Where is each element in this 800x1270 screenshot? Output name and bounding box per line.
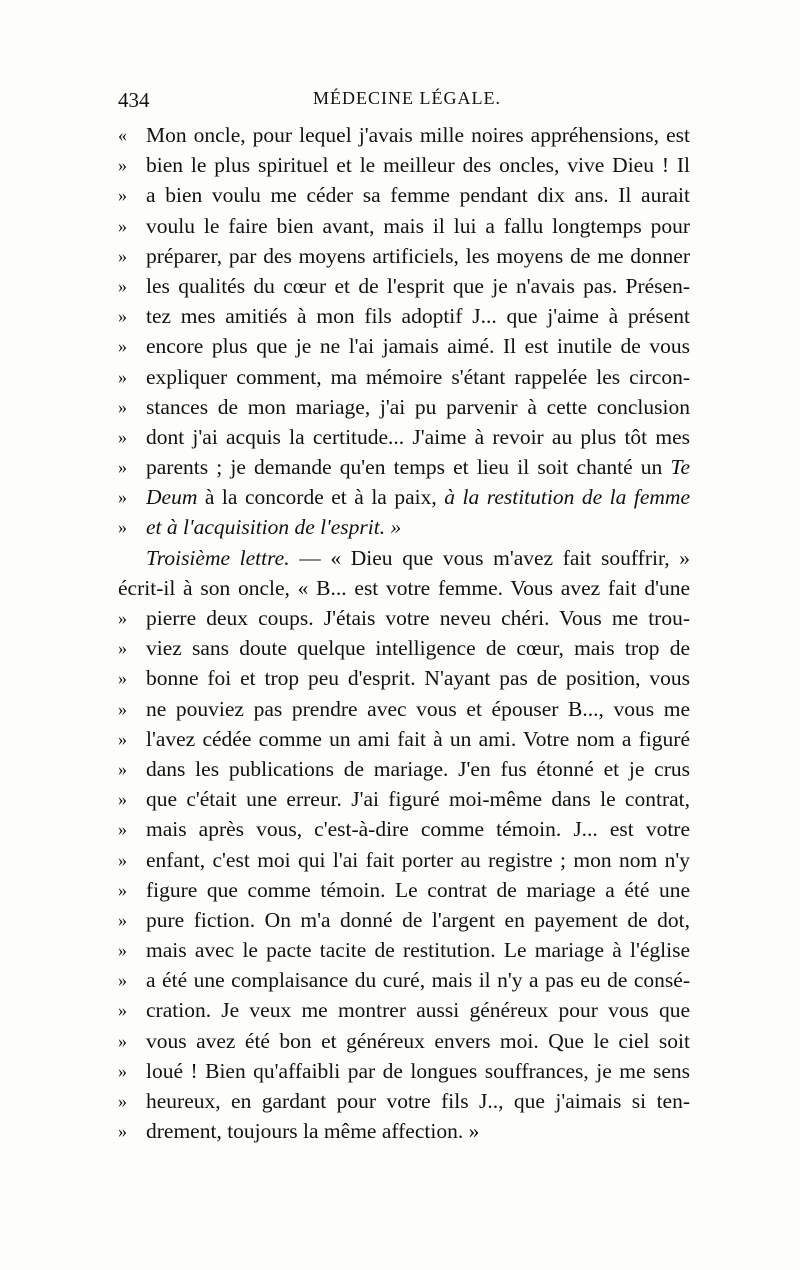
line-text: encore plus que je ne l'ai jamais aimé. Il est inutile de vous (146, 334, 690, 359)
quote-mark: » (118, 789, 127, 810)
text-line (118, 150, 690, 180)
quote-mark: » (118, 366, 127, 387)
text-line (118, 271, 690, 301)
quote-mark: » (118, 608, 127, 628)
line-text: écrit-il à son oncle, « B... est votre femme. Vous avez fait d'une (118, 575, 690, 600)
text-line (118, 905, 690, 935)
page-header (118, 88, 688, 118)
line-text: bien le plus spirituel et le meilleur des oncles, vive Dieu ! Il (146, 153, 690, 178)
line-text (146, 512, 690, 542)
quote-mark: » (118, 185, 127, 206)
quote-mark: » (118, 336, 127, 357)
line-text: a été une complaisance du curé, mais il n'y a pas eu de consé- (146, 968, 690, 993)
italic-acquisition: et à l'acquisition de l'esprit. » (146, 515, 402, 540)
line-text: a bien voulu me céder sa femme pendant dix ans. Il aurait (146, 183, 690, 208)
quote-mark: » (118, 909, 127, 930)
line-text: cration. Je veux me montrer aussi généreux pour vous que (146, 998, 690, 1023)
line-text: enfant, c'est moi qui l'ai fait porter au registre ; mon nom n'y (146, 847, 690, 872)
text-line (118, 331, 690, 361)
line-text: heureux, en gardant pour votre fils J.., que j'aimais si ten- (146, 1089, 690, 1113)
line-text: bonne foi et trop peu d'esprit. N'ayant pas de position, vous (146, 666, 690, 691)
italic-restitution: à la restitution de la femme (444, 485, 691, 510)
text-line (118, 362, 690, 392)
quote-mark: » (118, 728, 127, 749)
quote-mark: » (118, 879, 127, 900)
line-text: l'avez cédée comme un ami fait à un ami. Votre nom a figuré (146, 726, 690, 751)
quote-mark: » (118, 426, 127, 447)
quote-mark: » (118, 457, 127, 478)
text-line (118, 845, 690, 875)
quote-mark: » (118, 668, 127, 689)
quote-mark: » (118, 819, 127, 840)
quote-mark: » (118, 487, 127, 508)
quote-mark: » (118, 306, 127, 327)
line-text-roman: à la concorde et à la paix, (204, 485, 437, 510)
text-line (118, 875, 690, 905)
line-text: figure que comme témoin. Le contrat de mariage a été une (146, 877, 690, 902)
line-text: ne pouviez pas prendre avec vous et épouser B..., vous me (146, 696, 690, 721)
text-line (118, 120, 690, 150)
text-line (118, 995, 690, 1025)
line-text (146, 543, 690, 573)
line-text: dans les publications de mariage. J'en fus étonné et je crus (146, 756, 690, 781)
text-line (118, 754, 690, 784)
text-line (118, 724, 690, 754)
text-line (118, 603, 690, 633)
text-line (118, 814, 690, 844)
text-line (118, 422, 690, 452)
text-line (118, 241, 690, 271)
quote-mark: » (118, 970, 127, 991)
line-text: que c'était une erreur. J'ai figuré moi-même dans le contrat, (146, 787, 690, 812)
line-text: drement, toujours la même affection. » (146, 1119, 480, 1144)
line-text (146, 482, 690, 512)
line-text: pure fiction. On m'a donné de l'argent en payement de dot, (146, 907, 690, 932)
line-text: tez mes amitiés à mon fils adoptif J... que j'aime à présent (146, 304, 690, 329)
text-line (118, 452, 690, 482)
text-line (118, 1116, 690, 1146)
text-line (118, 935, 690, 965)
text-line (118, 180, 690, 210)
quote-mark: » (118, 215, 127, 236)
line-text: pierre deux coups. J'étais votre neveu chéri. Vous me trou- (146, 606, 690, 630)
italic-te: Te (670, 455, 691, 480)
body-text (118, 120, 690, 1146)
quote-mark: » (118, 940, 127, 961)
text-line (118, 211, 690, 241)
text-line (118, 694, 690, 724)
text-line (118, 633, 690, 663)
quote-mark: » (118, 1060, 127, 1081)
running-head: MÉDECINE LÉGALE. (313, 88, 501, 108)
text-line (118, 301, 690, 331)
quote-mark: » (118, 758, 127, 779)
quote-mark: » (118, 517, 127, 538)
quote-mark: » (118, 849, 127, 870)
line-text: préparer, par des moyens artificiels, les moyens de me donner (146, 243, 690, 268)
quote-mark: » (118, 155, 127, 176)
text-line (118, 543, 690, 573)
line-text: expliquer comment, ma mémoire s'étant rappelée les circon- (146, 364, 690, 389)
text-line (118, 663, 690, 693)
text-line (118, 512, 690, 542)
line-text: viez sans doute quelque intelligence de cœur, mais trop de (146, 636, 690, 661)
line-text: les qualités du cœur et de l'esprit que je n'avais pas. Présen- (146, 273, 690, 298)
line-text-roman: parents ; je demande qu'en temps et lieu il soit chanté un (146, 455, 663, 480)
italic-troisieme-lettre: Troisième lettre. (146, 545, 290, 570)
text-line (118, 573, 690, 603)
text-line (118, 784, 690, 814)
line-text-roman: — « Dieu que vous m'avez fait souffrir, » (299, 545, 691, 570)
quote-mark: » (118, 698, 127, 719)
quote-mark: » (118, 275, 127, 296)
quote-mark: » (118, 245, 127, 266)
line-text: loué ! Bien qu'affaibli par de longues souffrances, je me sens (146, 1058, 690, 1083)
quote-mark: » (118, 1030, 127, 1051)
quote-mark: » (118, 1121, 127, 1142)
quote-mark: » (118, 638, 127, 659)
line-text: Mon oncle, pour lequel j'avais mille noires appréhensions, est (146, 123, 690, 147)
text-line (118, 1056, 690, 1086)
line-text: mais avec le pacte tacite de restitution. Le mariage à l'église (146, 938, 690, 963)
line-text: dont j'ai acquis la certitude... J'aime à revoir au plus tôt mes (146, 424, 690, 449)
quote-mark: » (118, 1091, 127, 1111)
text-line (118, 392, 690, 422)
quote-mark: » (118, 1000, 127, 1021)
quote-mark: » (118, 396, 127, 417)
italic-deum: Deum (146, 485, 198, 510)
text-line (118, 482, 690, 512)
quote-mark: « (118, 125, 127, 145)
text-line (118, 965, 690, 995)
line-text: mais après vous, c'est-à-dire comme témoin. J... est votre (146, 817, 690, 842)
line-text (146, 452, 690, 482)
page-number: 434 (118, 88, 150, 112)
line-text: vous avez été bon et généreux envers moi. Que le ciel soit (146, 1028, 690, 1053)
line-text: voulu le faire bien avant, mais il lui a fallu longtemps pour (146, 213, 690, 238)
text-line (118, 1086, 690, 1116)
line-text: stances de mon mariage, j'ai pu parvenir à cette conclusion (146, 394, 690, 419)
text-line (118, 1026, 690, 1056)
